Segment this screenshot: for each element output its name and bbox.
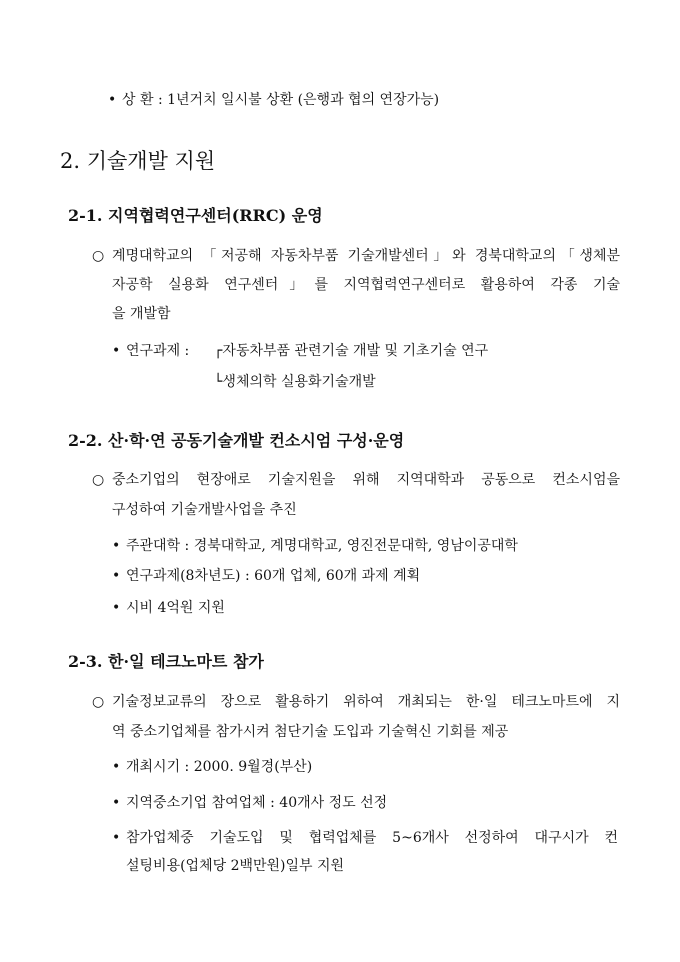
list-item: • 개최시기 : 2000. 9월경(부산) xyxy=(112,759,313,775)
research-topic: ┌자동차부품 관련기술 개발 및 기초기술 연구 xyxy=(214,343,489,359)
list-item: • 지역중소기업 참여업체 : 40개사 정도 선정 xyxy=(112,795,388,811)
paragraph-line: 자공학 실용화 연구센터」를 지역협력연구센터로 활용하여 각종 기술 xyxy=(112,277,620,293)
paragraph-marker: ○ xyxy=(92,248,105,264)
research-topic: └생체의학 실용화기술개발 xyxy=(214,374,376,390)
paragraph-line: 을 개발함 xyxy=(112,306,171,322)
subsection-title-2-2: 2-2. 산·학·연 공동기술개발 컨소시엄 구성·운영 xyxy=(68,431,405,450)
paragraph-line: 구성하여 기술개발사업을 추진 xyxy=(112,502,297,518)
bullet-icon: • xyxy=(112,600,121,616)
section-title: 2. 기술개발 지원 xyxy=(60,149,216,173)
bullet-icon: • xyxy=(112,795,121,811)
list-item: • 연구과제(8차년도) : 60개 업체, 60개 과제 계획 xyxy=(112,568,421,584)
repayment-text: 상 환 : 1년거치 일시불 상환 (은행과 협의 연장가능) xyxy=(122,92,440,108)
paragraph-line: 중소기업의 현장애로 기술지원을 위해 지역대학과 공동으로 컨소시엄을 xyxy=(112,472,620,488)
list-item: • 참가업체중 기술도입 및 협력업체를 5~6개사 선정하여 대구시가 컨 xyxy=(112,830,618,846)
bullet-icon: • xyxy=(112,568,121,584)
bullet-icon: • xyxy=(112,538,121,554)
bullet-icon: • xyxy=(108,92,117,108)
bullet-icon: • xyxy=(112,759,121,775)
paragraph-line: 역 중소기업체를 참가시켜 첨단기술 도입과 기술혁신 기회를 제공 xyxy=(112,724,509,740)
paragraph-marker: ○ xyxy=(92,472,105,488)
list-item-continuation: 설팅비용(업체당 2백만원)일부 지원 xyxy=(126,858,345,874)
subsection-title-2-3: 2-3. 한·일 테크노마트 참가 xyxy=(68,652,264,671)
list-item: • 시비 4억원 지원 xyxy=(112,600,225,616)
bullet-icon: • xyxy=(112,830,121,846)
repayment-item xyxy=(108,90,439,110)
subsection-title-2-1: 2-1. 지역협력연구센터(RRC) 운영 xyxy=(68,206,323,225)
bullet-icon: • xyxy=(112,343,121,359)
list-item: • 주관대학 : 경북대학교, 계명대학교, 영진전문대학, 영남이공대학 xyxy=(112,538,518,554)
research-label: 연구과제 : xyxy=(126,343,190,359)
research-item xyxy=(112,341,189,361)
paragraph-marker: ○ xyxy=(92,694,105,710)
paragraph-line: 기술정보교류의 장으로 활용하기 위하여 개최되는 한·일 테크노마트에 지 xyxy=(112,694,620,710)
paragraph-line: 계명대학교의 「저공해 자동차부품 기술개발센터」와 경북대학교의「생체분 xyxy=(112,248,620,264)
